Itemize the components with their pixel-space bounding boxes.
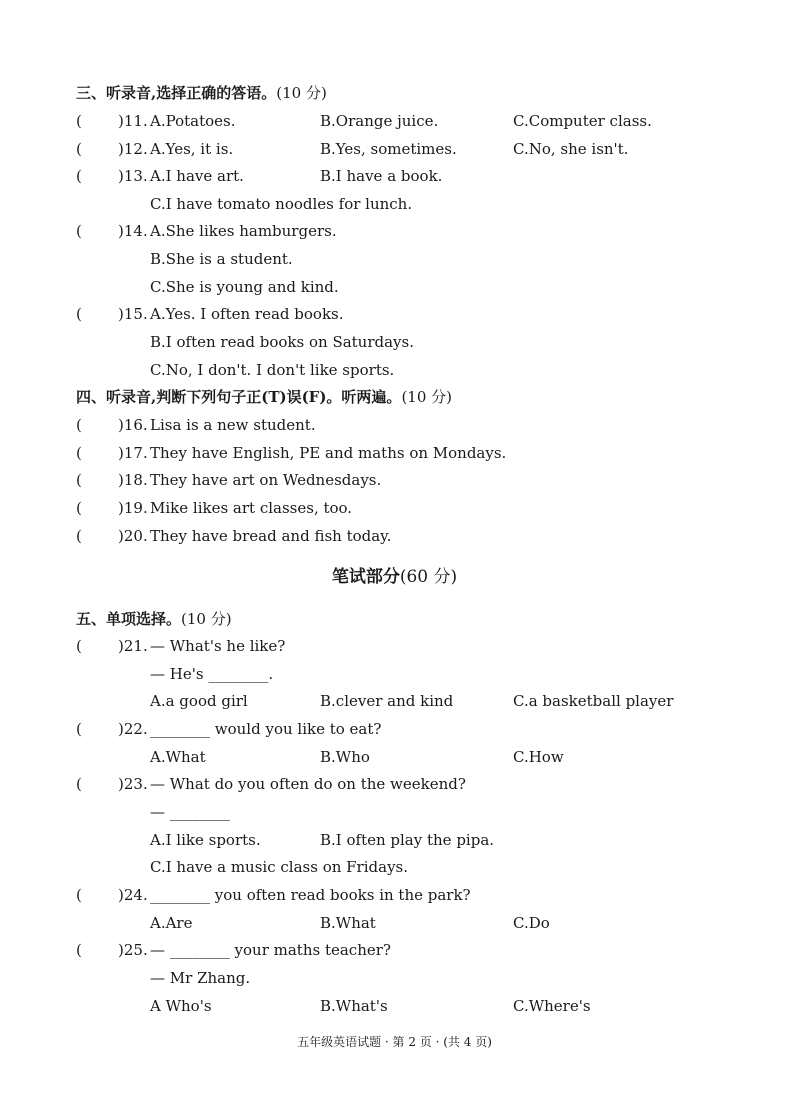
response-text: — ________ — [150, 803, 230, 821]
response-text: — Mr Zhang. — [150, 969, 251, 987]
question-number: )23. — [118, 775, 148, 793]
option-b: B.Who — [320, 748, 370, 766]
question-text: — What's he like? — [150, 637, 286, 655]
option-c: C.a basketball player — [513, 692, 674, 710]
question-text: ________ you often read books in the park? — [150, 886, 471, 904]
option-a: A.I like sports. — [150, 831, 261, 849]
statement-text: Lisa is a new student. — [150, 416, 316, 434]
answer-paren: ( — [76, 167, 82, 185]
question-number: )20. — [118, 527, 148, 545]
option-b: B.clever and kind — [320, 692, 454, 710]
section-4-title: 四、听录音,判断下列句子正(T)误(F)。听两遍。 — [76, 388, 402, 406]
question-number: )18. — [118, 471, 148, 489]
option-a: A.She likes hamburgers. — [150, 222, 337, 240]
response-text: — He's ________. — [150, 665, 274, 683]
section-5-heading — [76, 608, 232, 630]
option-c: C.She is young and kind. — [150, 278, 339, 296]
question-number: )21. — [118, 637, 148, 655]
answer-paren: ( — [76, 886, 82, 904]
answer-paren: ( — [76, 637, 82, 655]
option-c: C.Where's — [513, 997, 591, 1015]
question-number: )12. — [118, 140, 148, 158]
question-number: )19. — [118, 499, 148, 517]
option-c: C.No, she isn't. — [513, 140, 629, 158]
question-text: — What do you often do on the weekend? — [150, 775, 466, 793]
option-a: A.I have art. — [150, 167, 244, 185]
option-a: A Who's — [150, 997, 212, 1015]
option-b: B.What's — [320, 997, 388, 1015]
option-c: C.I have tomato noodles for lunch. — [150, 195, 413, 213]
option-b: B.I often play the pipa. — [320, 831, 495, 849]
written-part-title — [0, 565, 789, 589]
statement-text: They have art on Wednesdays. — [150, 471, 382, 489]
section-3-title: 三、听录音,选择正确的答语。 — [76, 84, 277, 102]
question-number: )22. — [118, 720, 148, 738]
question-number: )24. — [118, 886, 148, 904]
statement-text: Mike likes art classes, too. — [150, 499, 353, 517]
option-b: B.What — [320, 914, 376, 932]
written-part-points: (60 分) — [399, 567, 458, 587]
answer-paren: ( — [76, 775, 82, 793]
question-number: )13. — [118, 167, 148, 185]
question-number: )14. — [118, 222, 148, 240]
option-c: C.How — [513, 748, 564, 766]
option-a: A.Are — [150, 914, 193, 932]
question-text: ________ would you like to eat? — [150, 720, 382, 738]
page-footer: 五年级英语试题 · 第 2 页 · (共 4 页) — [297, 1035, 492, 1049]
written-part-label: 笔试部分 — [331, 567, 400, 587]
answer-paren: ( — [76, 444, 82, 462]
option-b: B.Orange juice. — [320, 112, 439, 130]
answer-paren: ( — [76, 416, 82, 434]
section-3-heading — [76, 82, 327, 104]
answer-paren: ( — [76, 305, 82, 323]
option-c: C.Do — [513, 914, 550, 932]
question-number: )11. — [118, 112, 148, 130]
option-c: C.I have a music class on Fridays. — [150, 858, 409, 876]
section-5-points: (10 分) — [181, 610, 232, 628]
answer-paren: ( — [76, 222, 82, 240]
question-number: )25. — [118, 941, 148, 959]
option-c: C.No, I don't. I don't like sports. — [150, 361, 395, 379]
option-a: A.Yes, it is. — [150, 140, 234, 158]
statement-text: They have bread and fish today. — [150, 527, 392, 545]
option-a: A.Potatoes. — [150, 112, 236, 130]
question-number: )17. — [118, 444, 148, 462]
answer-paren: ( — [76, 140, 82, 158]
answer-paren: ( — [76, 941, 82, 959]
answer-paren: ( — [76, 471, 82, 489]
question-text: — ________ your maths teacher? — [150, 941, 391, 959]
option-b: B.Yes, sometimes. — [320, 140, 457, 158]
answer-paren: ( — [76, 112, 82, 130]
section-3-points: (10 分) — [276, 84, 327, 102]
section-5-title: 五、单项选择。 — [76, 610, 182, 628]
question-number: )16. — [118, 416, 148, 434]
answer-paren: ( — [76, 720, 82, 738]
question-number: )15. — [118, 305, 148, 323]
option-a: A.What — [150, 748, 206, 766]
section-4-heading — [76, 386, 452, 408]
answer-paren: ( — [76, 499, 82, 517]
statement-text: They have English, PE and maths on Mondays. — [150, 444, 507, 462]
option-b: B.I often read books on Saturdays. — [150, 333, 415, 351]
option-a: A.Yes. I often read books. — [150, 305, 344, 323]
answer-paren: ( — [76, 527, 82, 545]
option-b: B.I have a book. — [320, 167, 443, 185]
option-c: C.Computer class. — [513, 112, 652, 130]
option-b: B.She is a student. — [150, 250, 293, 268]
section-4-points: (10 分) — [401, 388, 452, 406]
option-a: A.a good girl — [150, 692, 248, 710]
